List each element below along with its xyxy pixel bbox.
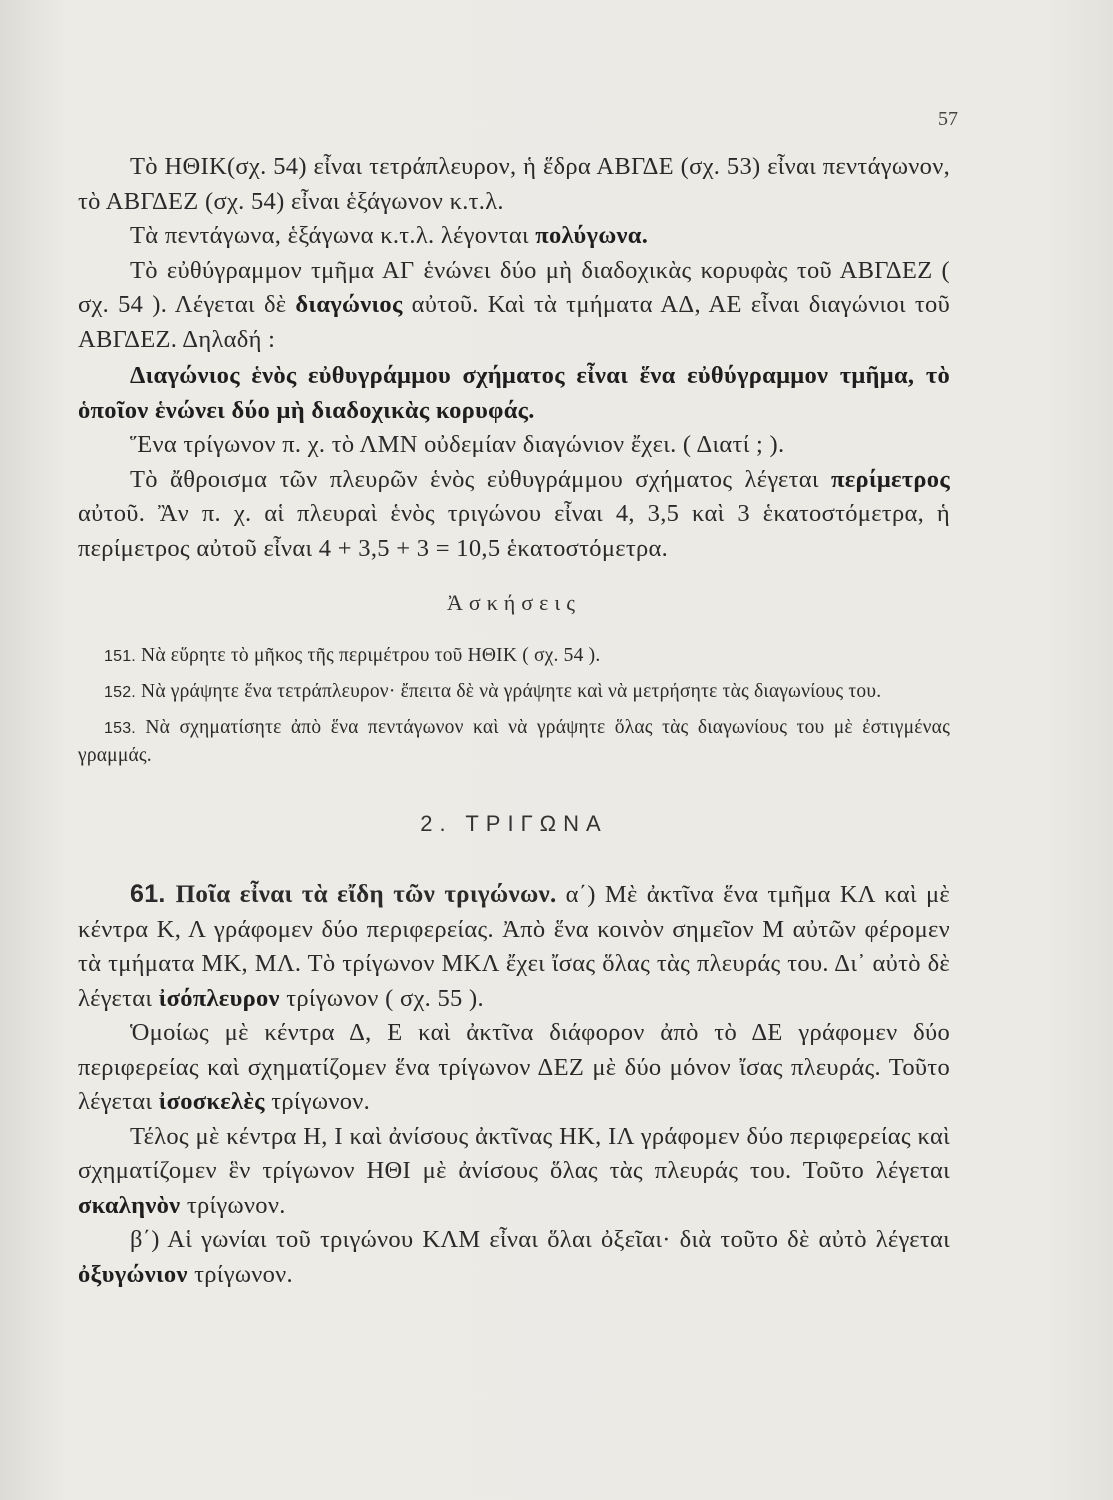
exercise-text: Νὰ γράψητε ἕνα τετράπλευρον· ἔπειτα δὲ νὰ γράψητε καὶ νὰ μετρήσητε τὰς διαγωνίους του. — [141, 681, 882, 702]
bold-term: ἰσόπλευρον — [158, 984, 280, 1012]
exercise-item — [78, 714, 950, 769]
paragraph — [78, 428, 950, 463]
definition-paragraph — [78, 359, 950, 428]
intro-section — [78, 150, 950, 566]
exercise-number: 151. — [104, 648, 136, 665]
exercises-list — [78, 642, 950, 769]
exercise-item — [78, 678, 950, 706]
text-run: Τὸ εὐθύγραμμον τμῆμα ΑΓ ἑνώνει δύο μὴ διαδοχικὰς κορυφὰς τοῦ ΑΒΓΔΕΖ ( σχ. 54 ). Λέγεται δὲ — [78, 256, 950, 318]
text-run: α΄) Μὲ ἀκτῖνα ἕνα τμῆμα ΚΛ καὶ μὲ κέντρα Κ, Λ γράφομεν δύο περιφερείας. Ἀπὸ ἕνα κοινὸν σημεῖον Μ αὐτῶν φέρομεν τὰ τμήματα ΜΚ, ΜΛ. Τὸ τρίγωνον ΜΚΛ ἔχει ἴσας ὅλας τὰς πλευράς του. Δι᾽ αὐτὸ δὲ λέγεται — [78, 881, 951, 1012]
text-run: Τὸ ἄθροισμα τῶν πλευρῶν ἑνὸς εὐθυγράμμου σχήματος λέγεται — [130, 465, 832, 493]
bold-term: πολύγωνα. — [535, 222, 649, 249]
text-run: τρίγωνον. — [264, 1088, 371, 1115]
section-title: Ποῖα εἶναι τὰ εἴδη τῶν τριγώνων. — [175, 881, 557, 908]
bold-term: σκαληνὸν — [78, 1191, 181, 1219]
text-run: Τὰ πεντάγωνα, ἑξάγωνα κ.τ.λ. λέγονται — [130, 222, 536, 249]
paragraph — [78, 1223, 950, 1292]
page-number: 57 — [938, 108, 958, 130]
text-run: Τὸ ΗΘΙΚ(σχ. 54) εἶναι τετράπλευρον, ἡ ἕδρα ΑΒΓΔΕ (σχ. 53) εἶναι πεντάγωνον, τὸ ΑΒΓΔΕΖ (σχ. 54) εἶναι ἑξάγωνον κ.τ.λ. — [78, 153, 950, 215]
bold-term: περίμετρος — [831, 465, 950, 493]
text-run: τρίγωνον. — [180, 1191, 286, 1219]
exercise-text: Νὰ σχηματίσητε ἀπὸ ἕνα πεντάγωνον καὶ νὰ γράψητε ὅλας τὰς διαγωνίους του μὲ ἐστιγμένας γραμμάς. — [78, 717, 951, 766]
text-run: αὐτοῦ. Ἂν π. χ. αἱ πλευραὶ ἑνὸς τριγώνου εἶναι 4, 3,5 καὶ 3 ἑκατοστόμετρα, ἡ περίμετρος αὐτοῦ εἶναι 4 + 3,5 + 3 = 10,5 ἑκατοστόμετρα. — [78, 500, 950, 562]
text-run: τρίγωνον ( σχ. 55 ). — [279, 984, 484, 1012]
text-run: Τέλος μὲ κέντρα Η, Ι καὶ ἀνίσους ἀκτῖνας ΗΚ, ΙΛ γράφομεν δύο περιφερείας καὶ σχηματίζομεν ἓν τρίγωνον ΗΘΙ μὲ ἀνίσους ὅλας τὰς πλευράς του. Τοῦτο λέγεται — [78, 1122, 950, 1184]
paragraph — [78, 1016, 950, 1120]
bold-term: ὀξυγώνιον — [78, 1260, 188, 1288]
paragraph — [78, 150, 950, 219]
exercises-heading: Ἀσκήσεις — [446, 590, 582, 615]
paragraph — [78, 1120, 950, 1224]
exercise-text: Νὰ εὕρητε τὸ μῆκος τῆς περιμέτρου τοῦ ΗΘΙΚ ( σχ. 54 ). — [141, 645, 601, 666]
text-run: Ἕνα τρίγωνον π. χ. τὸ ΛΜΝ οὐδεμίαν διαγώνιον ἔχει. ( Διατί ; ). — [130, 431, 785, 458]
page-text — [78, 150, 950, 1292]
paragraph — [78, 219, 950, 254]
exercise-number: 153. — [104, 720, 136, 737]
bold-definition: Διαγώνιος ἑνὸς εὐθυγράμμου σχήματος εἶναι ἕνα εὐθύγραμμον τμῆμα, τὸ ὁποῖον ἑνώνει δύο μὴ διαδοχικὰς κορυφάς. — [78, 362, 950, 424]
paragraph — [78, 463, 950, 567]
paragraph — [78, 254, 950, 358]
text-run: τρίγωνον. — [187, 1260, 293, 1288]
triangles-section — [78, 877, 950, 1292]
exercise-number: 152. — [104, 684, 136, 701]
chapter-heading: 2. ΤΡΙΓΩΝΑ — [420, 811, 608, 836]
exercise-item — [78, 642, 950, 670]
bold-term: διαγώνιος — [295, 291, 403, 318]
bold-term: ἰσοσκελὲς — [158, 1088, 265, 1115]
text-run: αὐτοῦ. Καὶ τὰ τμήματα ΑΔ, ΑΕ εἶναι διαγώνιοι τοῦ ΑΒΓΔΕΖ. Δηλαδή : — [78, 291, 951, 353]
section-number: 61. — [130, 880, 176, 908]
text-run: β΄) Αἱ γωνίαι τοῦ τριγώνου ΚΛΜ εἶναι ὅλαι ὀξεῖαι· διὰ τοῦτο δὲ αὐτὸ λέγεται — [130, 1226, 950, 1253]
text-run: Ὁμοίως μὲ κέντρα Δ, Ε καὶ ἀκτῖνα διάφορον ἀπὸ τὸ ΔΕ γράφομεν δύο περιφερείας καὶ σχηματίζομεν ἕνα τρίγωνον ΔΕΖ μὲ δύο μόνον ἴσας πλευράς. Τοῦτο λέγεται — [78, 1019, 950, 1115]
paragraph — [78, 877, 950, 1016]
